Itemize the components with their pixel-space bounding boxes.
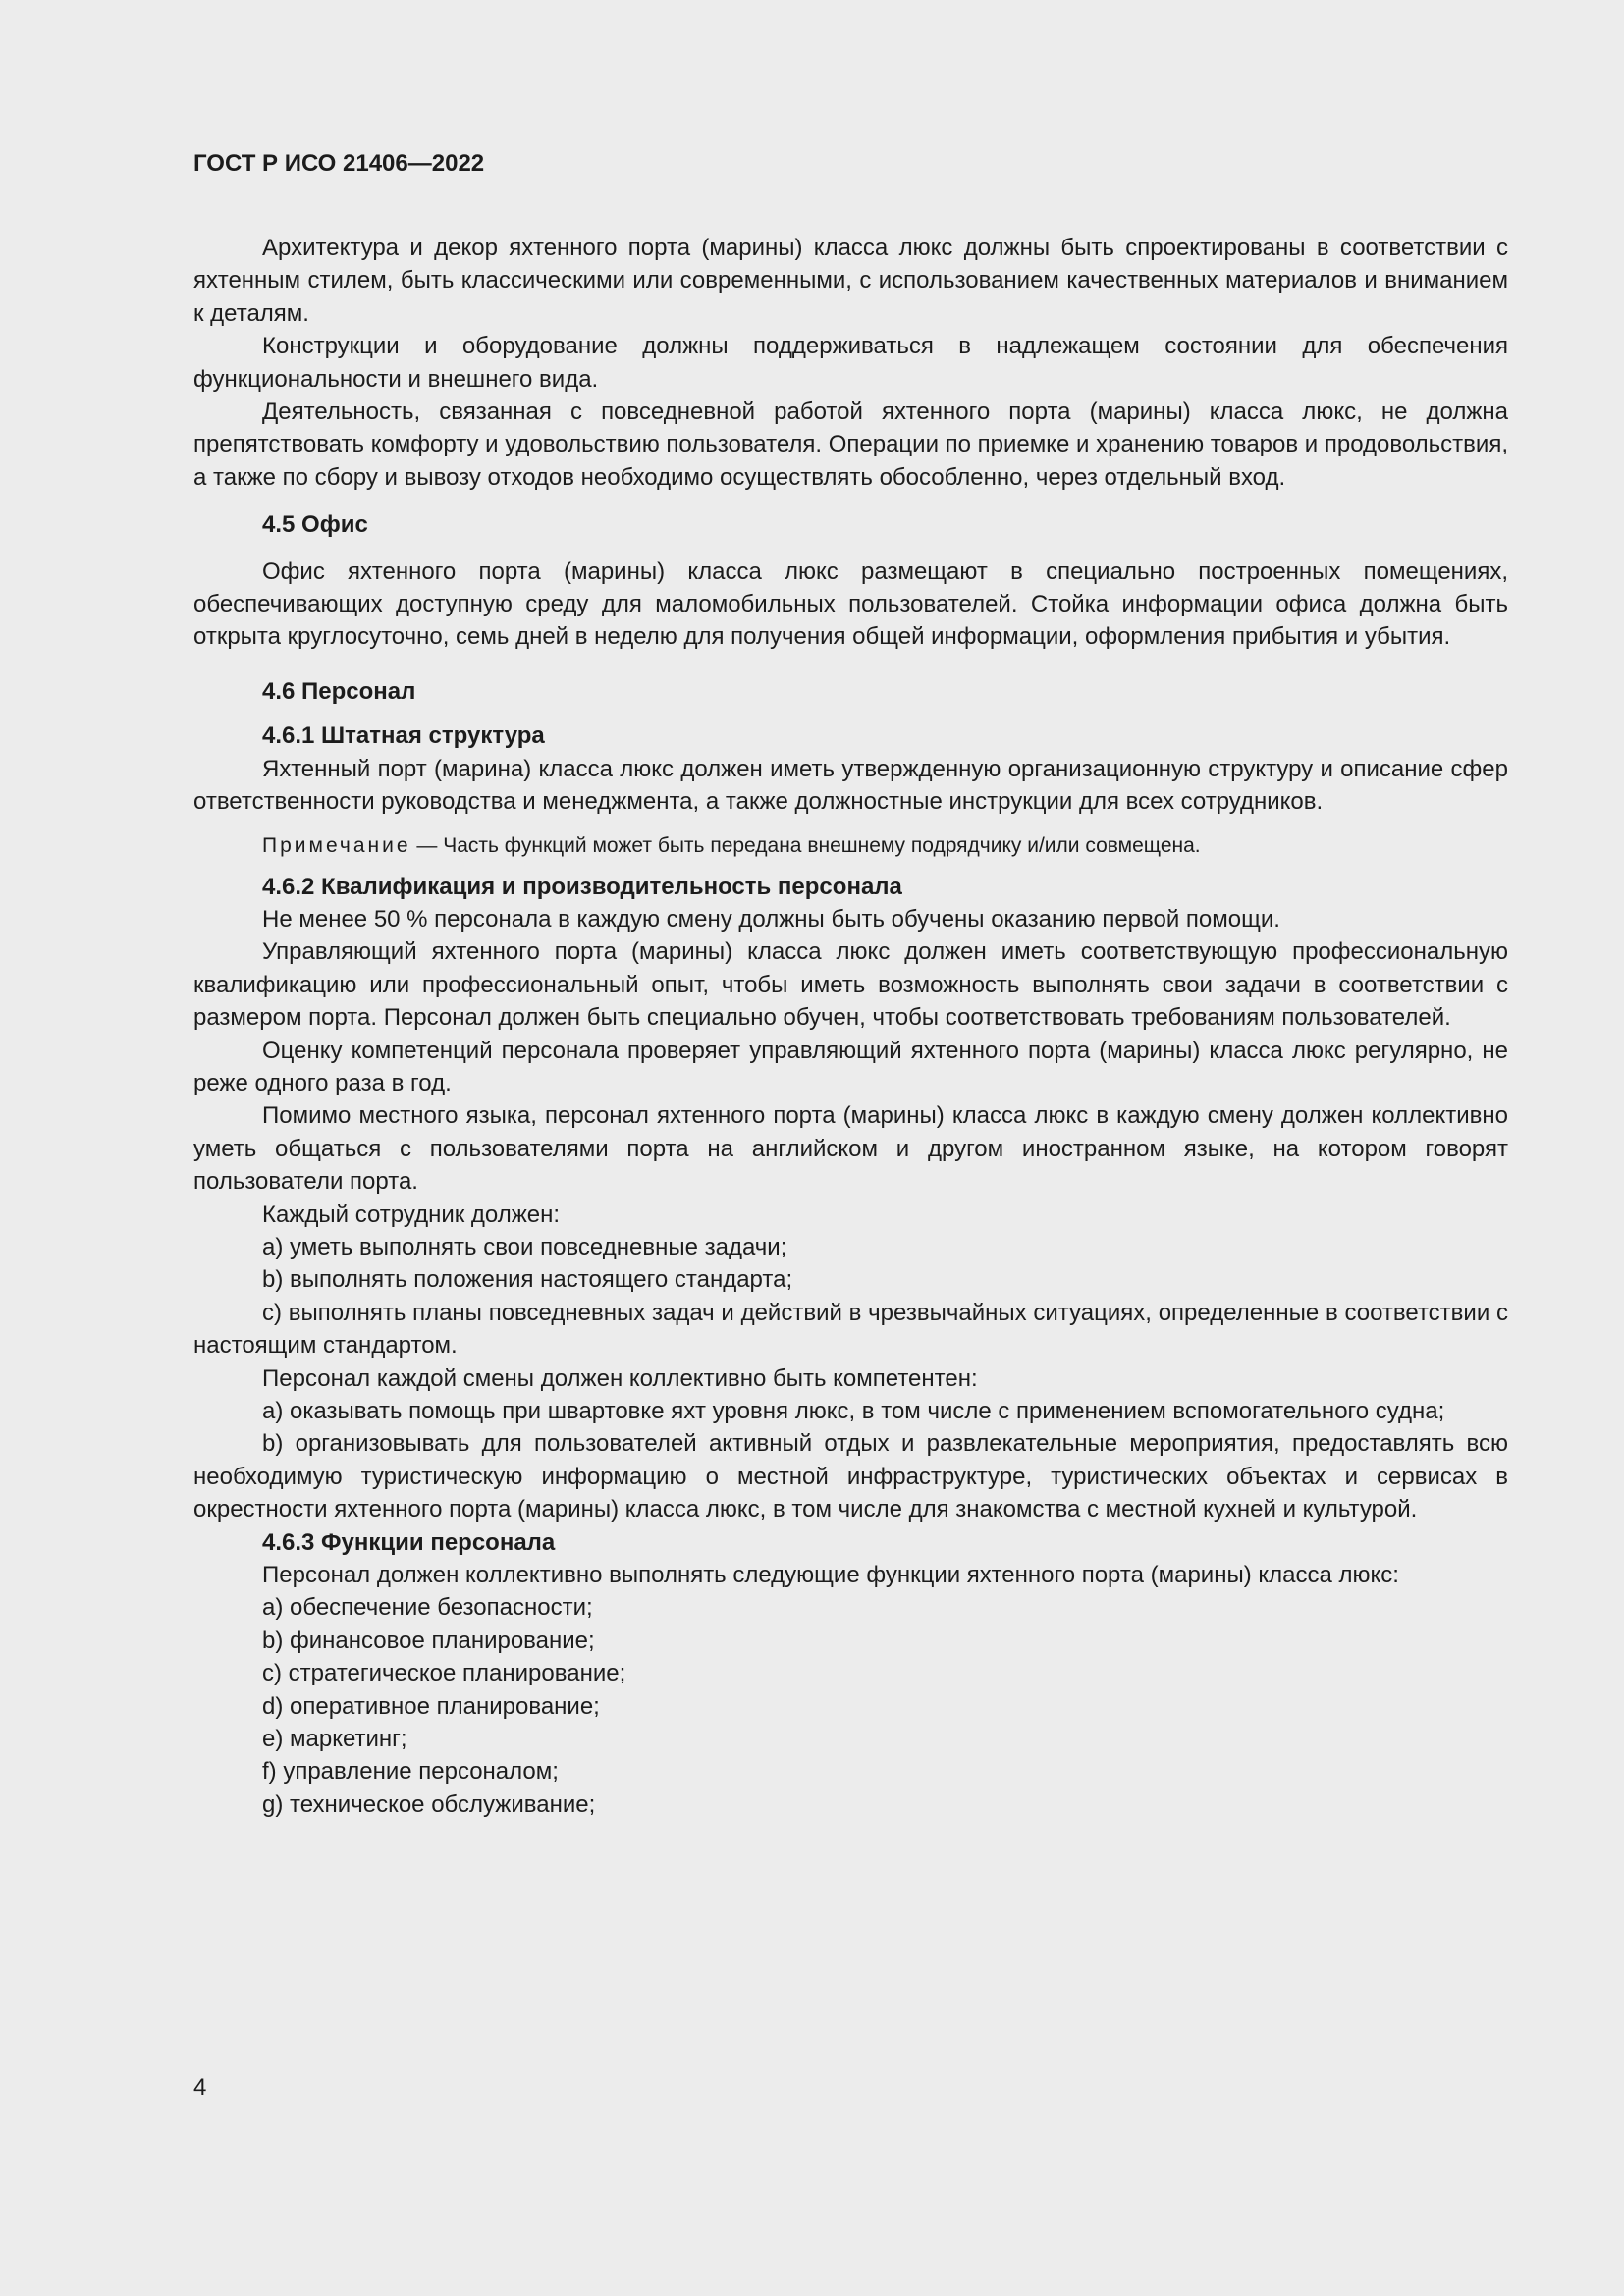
list-item: f) управление персоналом; <box>262 1758 559 1786</box>
list-item: b) выполнять положения настоящего стандарта; <box>262 1266 793 1294</box>
list-item: d) оперативное планирование; <box>262 1692 600 1720</box>
list-item: b) организовывать для пользователей активный отдых и развлекательные мероприятия, предоставлять всю необходимую туристическую информацию о местной инфраструктуре, туристических объектах и сервисах в окрестности яхтенного порта (марины) класса люкс, в том числе для знакомства с местной кухней и культурой. <box>193 1430 1508 1523</box>
paragraph: Конструкции и оборудование должны поддерживаться в надлежащем состоянии для обеспечения функциональности и внешнего вида. <box>193 333 1508 393</box>
note-text: — Часть функций может быть передана внешнему подрядчику и/или совмещена. <box>410 833 1201 857</box>
document-page <box>193 147 1508 1821</box>
paragraph: Яхтенный порт (марина) класса люкс должен иметь утвержденную организационную структуру и описание сфер ответственности руководства и менеджмента, а также должностные инструкции для всех сотрудников. <box>193 755 1508 816</box>
paragraph: Управляющий яхтенного порта (марины) класса люкс должен иметь соответствующую профессиональную квалификацию или профессиональный опыт, чтобы иметь возможность выполнять свои задачи в соответствии с размером порта. Персонал должен быть специально обучен, чтобы соответствовать требованиям пользователей. <box>193 938 1508 1032</box>
paragraph: Помимо местного языка, персонал яхтенного порта (марины) класса люкс в каждую смену должен коллективно уметь общаться с пользователями порта на английском и другом иностранном языке, на котором говорят пользователи порта. <box>193 1102 1508 1196</box>
list-item: e) маркетинг; <box>262 1726 407 1753</box>
paragraph: Деятельность, связанная с повседневной работой яхтенного порта (марины) класса люкс, не должна препятствовать комфорту и удовольствию пользователя. Операции по приемке и хранению товаров и продовольствия, а также по сбору и вывозу отходов необходимо осуществлять обособленно, через отдельный вход. <box>193 399 1508 491</box>
paragraph: Персонал каждой смены должен коллективно быть компетентен: <box>262 1364 978 1392</box>
section-heading-4-6: 4.6 Персонал <box>262 677 416 705</box>
list-item: a) обеспечение безопасности; <box>262 1594 593 1622</box>
list-item: a) уметь выполнять свои повседневные задачи; <box>262 1233 787 1260</box>
subsection-heading-4-6-3: 4.6.3 Функции персонала <box>262 1528 556 1556</box>
list-item: b) финансовое планирование; <box>262 1627 595 1654</box>
section-heading-4-5: 4.5 Офис <box>262 511 368 539</box>
paragraph: Офис яхтенного порта (марины) класса люкс размещают в специально построенных помещениях, обеспечивающих доступную среду для маломобильных пользователей. Стойка информации офиса должна быть открыта круглосуточно, семь дней в неделю для получения общей информации, оформления прибытия и убытия. <box>193 558 1508 651</box>
note <box>193 829 1508 862</box>
subsection-heading-4-6-1: 4.6.1 Штатная структура <box>262 722 545 750</box>
paragraph: Не менее 50 % персонала в каждую смену должны быть обучены оказанию первой помощи. <box>262 905 1280 933</box>
paragraph: Каждый сотрудник должен: <box>262 1201 561 1228</box>
list-item: c) стратегическое планирование; <box>262 1660 626 1687</box>
subsection-heading-4-6-2: 4.6.2 Квалификация и производительность персонала <box>262 873 902 900</box>
paragraph: Оценку компетенций персонала проверяет управляющий яхтенного порта (марины) класса люкс регулярно, не реже одного раза в год. <box>193 1037 1508 1096</box>
document-header: ГОСТ Р ИСО 21406—2022 <box>193 150 485 177</box>
page-number: 4 <box>193 2074 207 2101</box>
list-item: a) оказывать помощь при швартовке яхт уровня люкс, в том числе с применением вспомогательного судна; <box>262 1398 1445 1424</box>
list-item: g) техническое обслуживание; <box>262 1790 596 1818</box>
paragraph: Архитектура и декор яхтенного порта (марины) класса люкс должны быть спроектированы в соответствии с яхтенным стилем, быть классическими или современными, с использованием качественных материалов и вниманием к деталям. <box>193 235 1508 327</box>
list-item: c) выполнять планы повседневных задач и действий в чрезвычайных ситуациях, определенные в соответствии с настоящим стандартом. <box>193 1299 1508 1360</box>
paragraph: Персонал должен коллективно выполнять следующие функции яхтенного порта (марины) класса люкс: <box>262 1562 1399 1589</box>
note-label: Примечание <box>262 833 411 857</box>
